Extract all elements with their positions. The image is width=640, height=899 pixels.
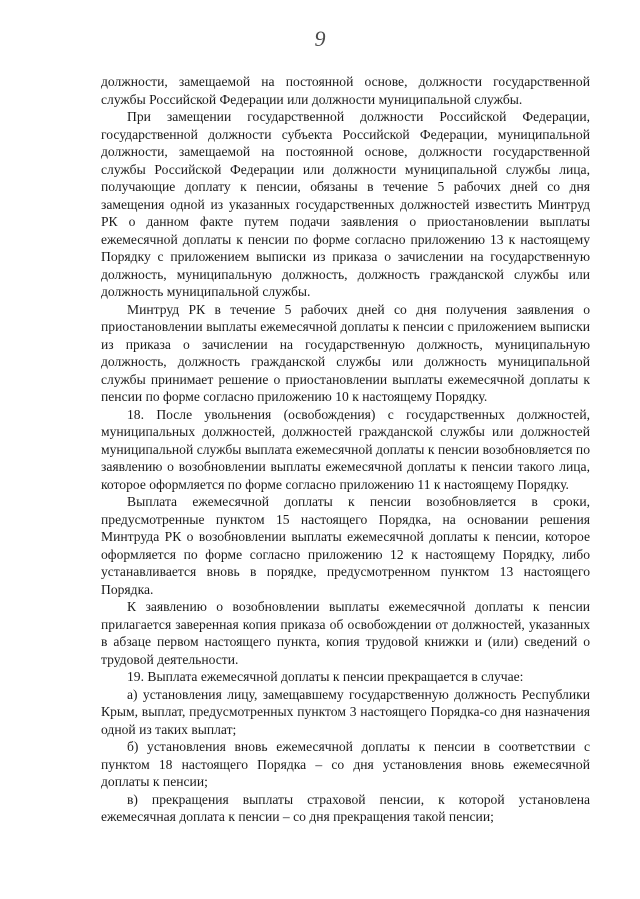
paragraph-item-19-v: в) прекращения выплаты страховой пенсии, к которой установлена ежемесячная доплата к пенсии – со дня прекращения такой пенсии; [101, 791, 590, 824]
paragraph-application-attachments: К заявлению о возобновлении выплаты ежемесячной доплаты к пенсии прилагается заверенная копия приказа об освобождении от должностей, указанных в абзаце первом настоящего пункта, копия трудовой книжки и (или) сведений о трудовой деятельности. [101, 599, 590, 667]
paragraph-item-19-a: а) установления лицу, замещавшему государственную должность Республики Крым, выплат, предусмотренных пунктом 3 настоящего Порядка-со дня назначения одной из таких выплат; [101, 686, 590, 737]
document-body [101, 73, 590, 826]
paragraph-resumption-terms: Выплата ежемесячной доплаты к пенсии возобновляется в сроки, предусмотренные пунктом 15 настоящего Порядка, на основании решения Минтруда РК о возобновлении выплаты ежемесячной доплаты к пенсии, которое оформляется по форме согласно приложению 12 к настоящему Порядку, либо устанавливается вновь в порядке, предусмотренном пунктом 13 настоящего Порядка. [101, 494, 590, 597]
paragraph-notification-obligation: При замещении государственной должности Российской Федерации, государственной должности субъекта Российской Федерации, муниципальной должности, замещаемой на постоянной основе, должности государственной службы Российской Федерации или должности муниципальной службы лица, получающие доплату к пенсии, обязаны в течение 5 рабочих дней со дня замещения одной из указанных государственных должностей известить Минтруд РК о данном факте путем подачи заявления о приостановлении выплаты ежемесячной доплаты к пенсии по форме согласно приложению 13 к настоящему Порядку с приложением выписки из приказа о зачислении на государственную должность, муниципальную должность, должность гражданской службы или должность муниципальной службы. [101, 109, 590, 299]
paragraph-item-18: 18. После увольнения (освобождения) с государственных должностей, муниципальных должностей, должностей гражданской службы или должностей муниципальной службы выплата ежемесячной доплаты к пенсии возобновляется по заявлению о возобновлении выплаты ежемесячной доплаты к пенсии такого лица, которое оформляется по форме согласно приложению 11 к настоящему Порядку. [101, 406, 590, 492]
paragraph-suspension-decision: Минтруд РК в течение 5 рабочих дней со дня получения заявления о приостановлении выплаты ежемесячной доплаты к пенсии с приложением выписки из приказа о зачислении на государственную должность, муниципальную должность, должность гражданской службы или должность муниципальной службы принимает решение о приостановлении выплаты ежемесячной доплаты к пенсии по форме согласно приложению 10 к настоящему Порядку. [101, 301, 590, 404]
paragraph-continuation: должности, замещаемой на постоянной основе, должности государственной службы Российской Федерации или должности муниципальной службы. [101, 74, 590, 107]
paragraph-item-19-b: б) установления вновь ежемесячной доплаты к пенсии в соответствии с пунктом 18 настоящего Порядка – со дня установления вновь ежемесячной доплаты к пенсии; [101, 739, 590, 789]
page-number: 9 [314, 26, 326, 51]
paragraph-item-19: 19. Выплата ежемесячной доплаты к пенсии прекращается в случае: [127, 669, 524, 684]
